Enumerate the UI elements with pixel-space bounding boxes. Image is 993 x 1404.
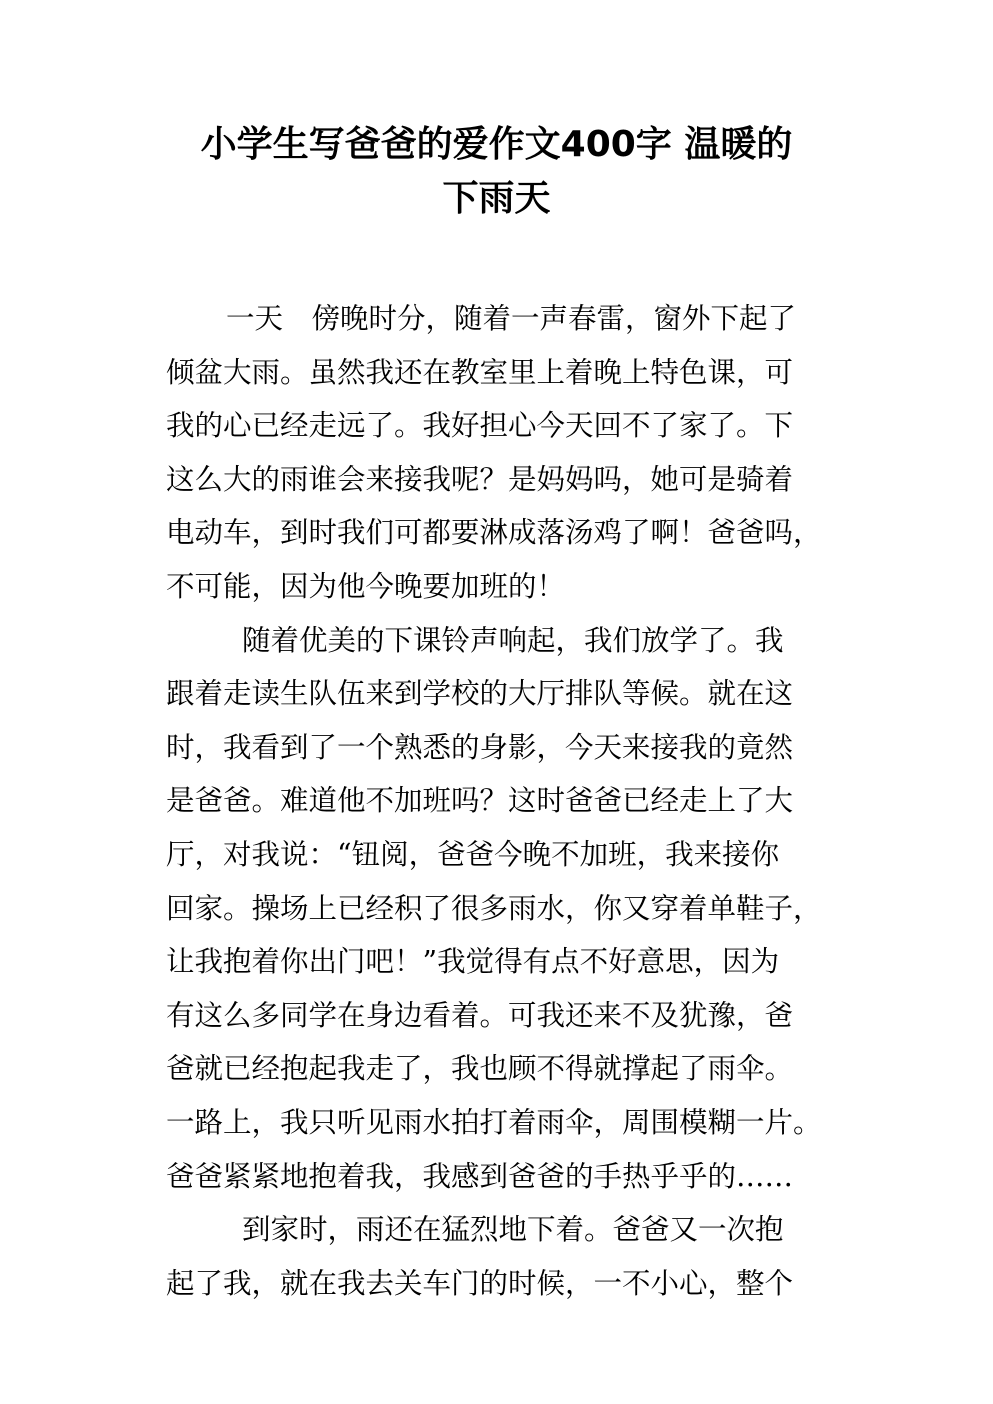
- text-line: 厅，对我说：“钮阅，爸爸今晚不加班，我来接你: [166, 837, 780, 871]
- text-line: 倾盆大雨。虽然我还在教室里上着晚上特色课，可: [166, 355, 794, 389]
- document-title: [140, 118, 853, 226]
- paragraph-2: [166, 614, 846, 1204]
- text-line: 到家时，雨还在猛烈地下着。爸爸又一次抱: [242, 1213, 784, 1247]
- text-line: 不可能，因为他今晚要加班的！: [166, 569, 566, 603]
- text-line: 一天 傍晚时分，随着一声春雷，窗外下起了: [226, 302, 797, 335]
- text-line: 是爸爸。难道他不加班吗？这时爸爸已经走上了大: [166, 784, 794, 818]
- text-line: 我的心已经走远了。我好担心今天回不了家了。下: [166, 409, 794, 443]
- title-line-1: 小学生写爸爸的爱作文400字 温暖的: [200, 124, 793, 165]
- text-line: 起了我，就在我去关车门的时候，一不小心，整个: [166, 1266, 794, 1300]
- text-line: 一路上，我只听见雨水拍打着雨伞，周围模糊一片。: [166, 1105, 822, 1139]
- text-line: 让我抱着你出门吧！”我觉得有点不好意思，因为: [166, 945, 780, 979]
- text-line: 跟着走读生队伍来到学校的大厅排队等候。就在这: [166, 677, 794, 711]
- text-line: 电动车，到时我们可都要淋成落汤鸡了啊！爸爸吗，: [166, 516, 822, 550]
- text-line: 爸就已经抱起我走了，我也顾不得就撑起了雨伞。: [166, 1052, 794, 1086]
- text-line: 回家。操场上已经积了很多雨水，你又穿着单鞋子，: [166, 891, 822, 925]
- text-line: 爸爸紧紧地抱着我，我感到爸爸的手热乎乎的……: [166, 1159, 794, 1193]
- paragraph-1: [166, 292, 846, 614]
- title-line-2: 下雨天: [442, 178, 551, 219]
- text-line: 随着优美的下课铃声响起，我们放学了。我: [242, 623, 784, 657]
- text-line: 有这么多同学在身边看着。可我还来不及犹豫，爸: [166, 998, 794, 1032]
- text-line: 时，我看到了一个熟悉的身影，今天来接我的竟然: [166, 730, 794, 764]
- document-body: [166, 292, 846, 1310]
- paragraph-3: [166, 1203, 846, 1310]
- text-line: 这么大的雨谁会来接我呢？是妈妈吗，她可是骑着: [166, 462, 794, 496]
